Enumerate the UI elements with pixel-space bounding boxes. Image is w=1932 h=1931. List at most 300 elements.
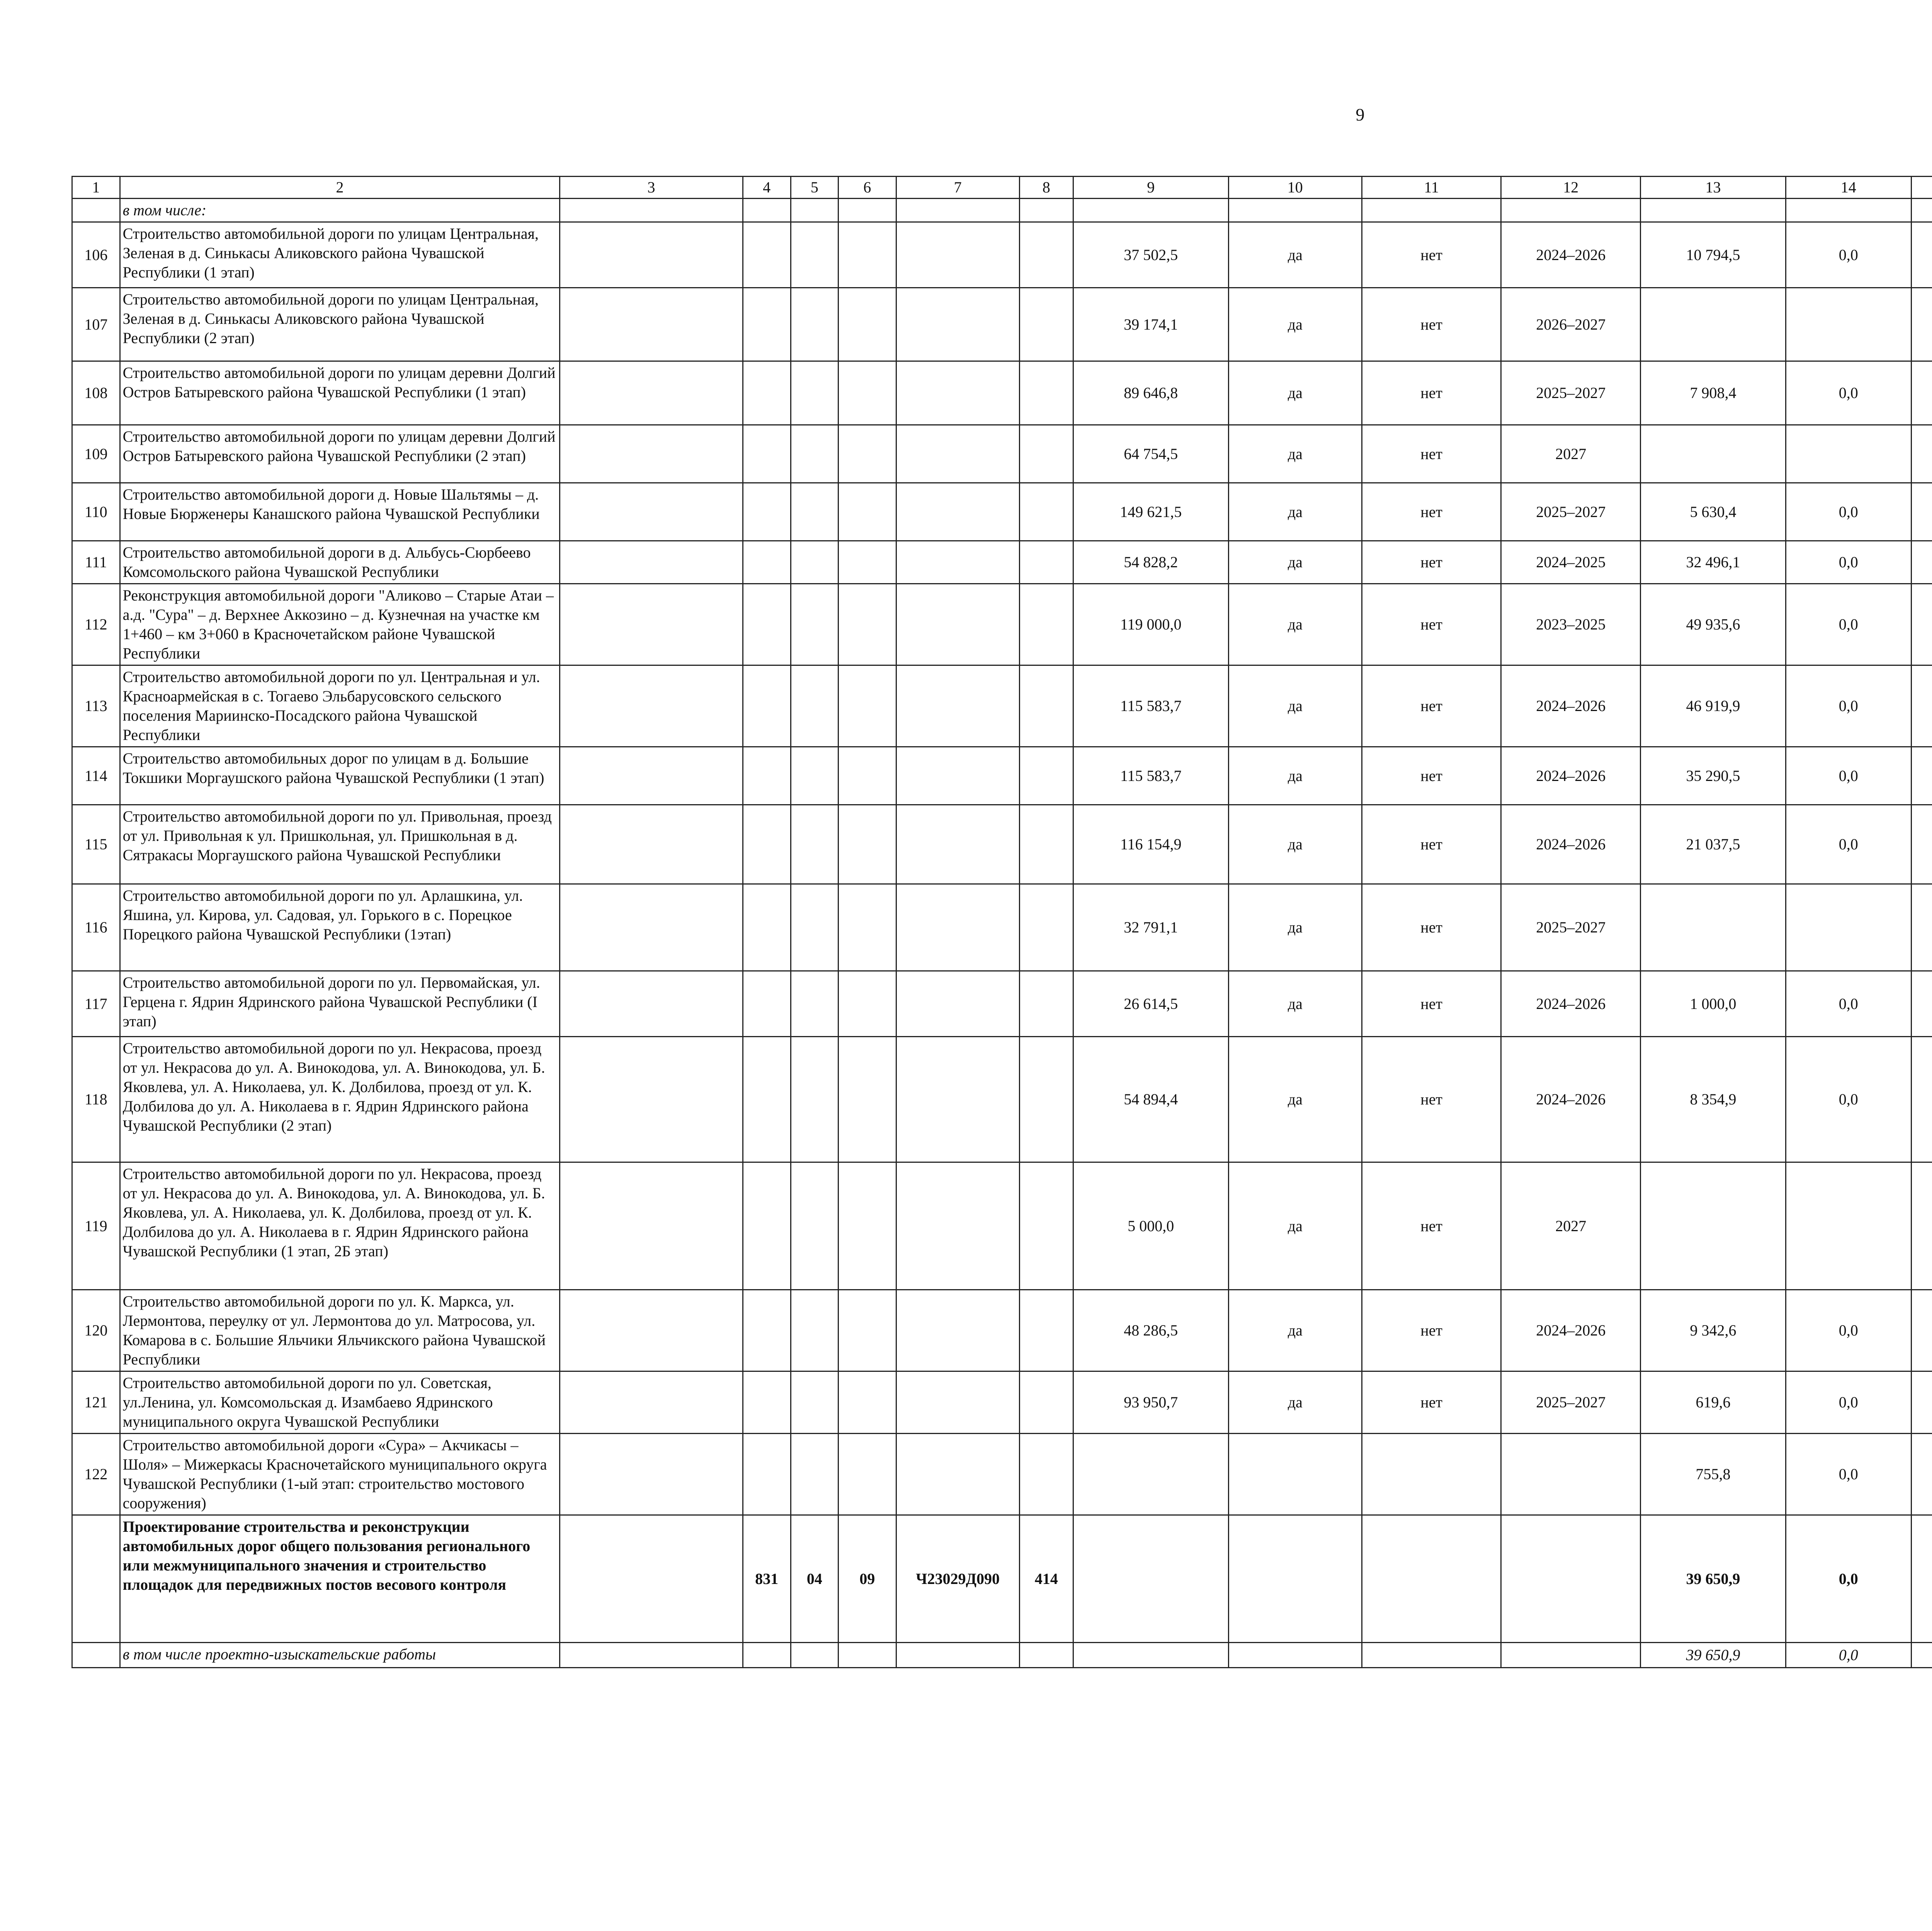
table-cell: 2024–2026 <box>1501 1290 1641 1371</box>
table-cell <box>560 361 743 425</box>
table-cell <box>1640 1162 1786 1290</box>
table-cell <box>560 584 743 665</box>
table-cell <box>1911 1434 1932 1515</box>
column-header: 10 <box>1228 177 1362 199</box>
table-row <box>72 425 1932 483</box>
table-cell: 2024–2026 <box>1501 747 1641 805</box>
table-cell: 755,8 <box>1640 1434 1786 1515</box>
row-number: 115 <box>72 805 120 884</box>
table-cell: да <box>1228 665 1362 747</box>
row-number: 108 <box>72 361 120 425</box>
table-cell: нет <box>1362 1162 1501 1290</box>
row-description: Строительство автомобильной дороги по ул. Центральная и ул. Красноармейская в с. Тогаево Эльбарусовского сельского поселения Мариинско-Посадского района Чувашской Республики <box>120 665 560 747</box>
table-cell: 119 000,0 <box>1073 584 1228 665</box>
table-cell: нет <box>1362 884 1501 971</box>
table-cell: 0,0 <box>1786 1643 1911 1668</box>
column-header: 12 <box>1501 177 1641 199</box>
table-cell <box>1786 1162 1911 1290</box>
table-cell <box>743 199 791 222</box>
column-header: 4 <box>743 177 791 199</box>
table-cell <box>1362 199 1501 222</box>
row-number: 114 <box>72 747 120 805</box>
table-cell: да <box>1228 425 1362 483</box>
table-cell: 64 754,5 <box>1073 425 1228 483</box>
table-cell <box>1911 1643 1932 1668</box>
table-cell: 39 650,9 <box>1640 1515 1786 1643</box>
table-cell <box>743 361 791 425</box>
table-cell: 0,0 <box>1786 541 1911 584</box>
table-cell <box>791 805 838 884</box>
table-cell <box>896 199 1019 222</box>
table-cell: 115 583,7 <box>1073 747 1228 805</box>
table-cell <box>791 425 838 483</box>
table-cell <box>791 971 838 1037</box>
table-body <box>72 177 1932 1668</box>
table-cell <box>896 1290 1019 1371</box>
table-cell: 2024–2026 <box>1501 1037 1641 1162</box>
table-cell <box>791 747 838 805</box>
table-cell: 26 614,5 <box>1073 971 1228 1037</box>
table-cell: да <box>1228 222 1362 288</box>
table-cell <box>560 1290 743 1371</box>
table-cell <box>896 483 1019 541</box>
table-cell <box>1911 1371 1932 1434</box>
table-cell <box>1911 805 1932 884</box>
table-cell <box>1073 1434 1228 1515</box>
table-cell <box>560 425 743 483</box>
table-cell <box>743 425 791 483</box>
table-cell <box>743 483 791 541</box>
table-cell <box>743 1643 791 1668</box>
page-number: 9 <box>1355 105 1365 124</box>
table-cell: 115 583,7 <box>1073 665 1228 747</box>
table-cell <box>896 884 1019 971</box>
table-cell <box>838 1162 896 1290</box>
row-description: Строительство автомобильной дороги по улицам Центральная, Зеленая в д. Синькасы Аликовского района Чувашской Республики (2 этап) <box>120 288 560 361</box>
table-cell <box>838 971 896 1037</box>
table-cell: 39 174,1 <box>1073 288 1228 361</box>
table-cell: да <box>1228 541 1362 584</box>
table-row <box>72 884 1932 971</box>
table-cell: нет <box>1362 222 1501 288</box>
table-cell <box>1228 199 1362 222</box>
table-cell <box>896 1371 1019 1434</box>
row-number: 110 <box>72 483 120 541</box>
table-cell <box>1019 1643 1073 1668</box>
table-cell <box>1019 1371 1073 1434</box>
table-cell <box>1019 425 1073 483</box>
column-header: 1 <box>72 177 120 199</box>
table-cell <box>743 584 791 665</box>
table-cell: 5 630,4 <box>1640 483 1786 541</box>
row-description: Проектирование строительства и реконструкции автомобильных дорог общего пользования регионального или межмуниципального значения и строительство площадок для передвижных постов весового контроля <box>120 1515 560 1643</box>
table-cell: 2024–2026 <box>1501 665 1641 747</box>
table-cell <box>1911 1515 1932 1643</box>
table-cell <box>791 584 838 665</box>
table-cell <box>1019 361 1073 425</box>
table-cell: 2027 <box>1501 425 1641 483</box>
table-cell: 09 <box>838 1515 896 1643</box>
row-number: 117 <box>72 971 120 1037</box>
table-cell: да <box>1228 1037 1362 1162</box>
row-number <box>72 199 120 222</box>
row-number: 107 <box>72 288 120 361</box>
table-cell <box>1019 805 1073 884</box>
row-description: Строительство автомобильной дороги по ул. Арлашкина, ул. Яшина, ул. Кирова, ул. Садовая, ул. Горького в с. Порецкое Порецкого района Чувашской Республики (1этап) <box>120 884 560 971</box>
table-cell: 0,0 <box>1786 1371 1911 1434</box>
table-cell <box>896 361 1019 425</box>
row-description: Строительство автомобильных дорог по улицам в д. Большие Токшики Моргаушского района Чувашской Республики (1 этап) <box>120 747 560 805</box>
summary-row <box>72 1515 1932 1643</box>
table-cell <box>791 222 838 288</box>
table-row <box>72 1371 1932 1434</box>
table-cell: нет <box>1362 805 1501 884</box>
table-cell: да <box>1228 288 1362 361</box>
table-cell <box>743 884 791 971</box>
table-cell <box>743 665 791 747</box>
table-row <box>72 541 1932 584</box>
column-header: 13 <box>1640 177 1786 199</box>
table-cell <box>743 1037 791 1162</box>
table-cell <box>1019 1290 1073 1371</box>
table-cell <box>896 665 1019 747</box>
table-cell <box>838 1434 896 1515</box>
table-cell: нет <box>1362 361 1501 425</box>
table-cell <box>791 199 838 222</box>
table-cell: нет <box>1362 1371 1501 1434</box>
table-cell <box>1073 1643 1228 1668</box>
table-cell <box>1911 1037 1932 1162</box>
table-cell: нет <box>1362 971 1501 1037</box>
table-cell: 54 894,4 <box>1073 1037 1228 1162</box>
table-cell <box>838 222 896 288</box>
table-cell <box>1019 1037 1073 1162</box>
budget-table <box>71 176 1932 1668</box>
row-description: Строительство автомобильной дороги по улицам деревни Долгий Остров Батыревского района Чувашской Республики (1 этап) <box>120 361 560 425</box>
row-number: 120 <box>72 1290 120 1371</box>
table-cell <box>1019 541 1073 584</box>
table-cell <box>1228 1643 1362 1668</box>
table-cell <box>743 288 791 361</box>
table-cell <box>1501 199 1641 222</box>
table-cell <box>560 1434 743 1515</box>
table-cell: нет <box>1362 1037 1501 1162</box>
table-cell <box>1073 1515 1228 1643</box>
table-cell <box>1911 483 1932 541</box>
table-cell <box>791 1037 838 1162</box>
table-cell <box>743 222 791 288</box>
table-cell <box>791 1371 838 1434</box>
column-header: 6 <box>838 177 896 199</box>
table-cell: нет <box>1362 747 1501 805</box>
row-number: 106 <box>72 222 120 288</box>
row-number: 113 <box>72 665 120 747</box>
column-header: 11 <box>1362 177 1501 199</box>
table-cell <box>1362 1515 1501 1643</box>
table-cell: нет <box>1362 584 1501 665</box>
table-cell <box>791 483 838 541</box>
table-cell <box>1019 483 1073 541</box>
table-cell: 37 502,5 <box>1073 222 1228 288</box>
table-cell <box>1911 1290 1932 1371</box>
table-cell: 9 342,6 <box>1640 1290 1786 1371</box>
table-cell: 49 935,6 <box>1640 584 1786 665</box>
table-cell <box>838 805 896 884</box>
table-cell: нет <box>1362 483 1501 541</box>
table-cell: 1 000,0 <box>1640 971 1786 1037</box>
table-cell <box>1911 747 1932 805</box>
table-cell <box>838 1371 896 1434</box>
table-row <box>72 222 1932 288</box>
table-cell <box>560 483 743 541</box>
table-cell: нет <box>1362 288 1501 361</box>
table-cell: да <box>1228 483 1362 541</box>
table-cell <box>560 541 743 584</box>
column-header: 5 <box>791 177 838 199</box>
table-cell <box>743 747 791 805</box>
table-cell: да <box>1228 971 1362 1037</box>
table-cell: 0,0 <box>1786 1434 1911 1515</box>
table-cell <box>1911 584 1932 665</box>
table-cell <box>896 971 1019 1037</box>
table-cell <box>1073 199 1228 222</box>
table-cell <box>791 1434 838 1515</box>
table-row <box>72 805 1932 884</box>
row-description: Строительство автомобильной дороги по улицам Центральная, Зеленая в д. Синькасы Аликовского района Чувашской Республики (1 этап) <box>120 222 560 288</box>
table-cell <box>896 541 1019 584</box>
row-number: 119 <box>72 1162 120 1290</box>
row-number: 118 <box>72 1037 120 1162</box>
table-cell: 831 <box>743 1515 791 1643</box>
table-cell <box>1640 425 1786 483</box>
table-cell <box>1019 199 1073 222</box>
table-cell <box>896 222 1019 288</box>
table-cell <box>896 1643 1019 1668</box>
table-cell <box>743 971 791 1037</box>
table-cell: 2024–2025 <box>1501 541 1641 584</box>
table-cell <box>560 884 743 971</box>
table-cell <box>1911 541 1932 584</box>
table-cell <box>838 425 896 483</box>
table-cell <box>560 1643 743 1668</box>
table-cell <box>791 541 838 584</box>
row-number: 121 <box>72 1371 120 1434</box>
row-description: Строительство автомобильной дороги д. Новые Шальтямы – д. Новые Бюрженеры Канашского района Чувашской Республики <box>120 483 560 541</box>
table-cell: 0,0 <box>1786 1290 1911 1371</box>
table-cell <box>1019 884 1073 971</box>
table-cell: да <box>1228 1162 1362 1290</box>
table-cell <box>838 884 896 971</box>
table-row <box>72 361 1932 425</box>
table-cell <box>1786 884 1911 971</box>
table-cell <box>791 1290 838 1371</box>
table-cell: 0,0 <box>1786 1037 1911 1162</box>
table-cell: да <box>1228 884 1362 971</box>
table-cell <box>838 361 896 425</box>
table-cell <box>1228 1515 1362 1643</box>
row-number <box>72 1515 120 1643</box>
table-cell <box>1640 199 1786 222</box>
table-cell: 0,0 <box>1786 483 1911 541</box>
table-cell: 7 908,4 <box>1640 361 1786 425</box>
row-description: Строительство автомобильной дороги «Сура» – Акчикасы – Шоля» – Мижеркасы Красночетайского муниципального округа Чувашской Республики (1-ый этап: строительство мостового сооружения) <box>120 1434 560 1515</box>
table-row <box>72 971 1932 1037</box>
table-cell: 2026–2027 <box>1501 288 1641 361</box>
table-cell <box>1640 288 1786 361</box>
table-row <box>72 483 1932 541</box>
table-cell <box>560 1162 743 1290</box>
table-cell: Ч23029Д090 <box>896 1515 1019 1643</box>
row-description: Строительство автомобильной дороги по ул. Привольная, проезд от ул. Привольная к ул. Пришкольная, ул. Пришкольная в д. Сятракасы Моргаушского района Чувашской Республики <box>120 805 560 884</box>
table-row <box>72 1290 1932 1371</box>
table-cell: 0,0 <box>1786 971 1911 1037</box>
table-cell <box>791 884 838 971</box>
row-number: 116 <box>72 884 120 971</box>
column-header: 8 <box>1019 177 1073 199</box>
table-cell <box>791 288 838 361</box>
table-cell <box>1911 222 1932 288</box>
row-description: Строительство автомобильной дороги по ул. К. Маркса, ул. Лермонтова, переулку от ул. Лермонтова до ул. Матросова, ул. Комарова в с. Большие Яльчики Яльчикского района Чувашской Республики <box>120 1290 560 1371</box>
table-row <box>72 747 1932 805</box>
table-cell: да <box>1228 584 1362 665</box>
table-cell <box>896 1037 1019 1162</box>
table-cell <box>560 222 743 288</box>
table-cell <box>743 1290 791 1371</box>
header-row <box>72 177 1932 199</box>
table-row <box>72 1162 1932 1290</box>
table-cell <box>1019 747 1073 805</box>
table-cell: 0,0 <box>1786 747 1911 805</box>
table-cell <box>1911 665 1932 747</box>
table-cell <box>1019 971 1073 1037</box>
table-cell <box>791 1162 838 1290</box>
row-number: 109 <box>72 425 120 483</box>
table-cell <box>791 1643 838 1668</box>
row-number: 111 <box>72 541 120 584</box>
table-cell <box>1019 222 1073 288</box>
table-cell <box>1911 971 1932 1037</box>
table-row <box>72 665 1932 747</box>
table-row <box>72 584 1932 665</box>
table-cell <box>1362 1643 1501 1668</box>
row-number: 112 <box>72 584 120 665</box>
table-cell <box>1362 1434 1501 1515</box>
table-cell: 414 <box>1019 1515 1073 1643</box>
table-cell: 54 828,2 <box>1073 541 1228 584</box>
table-cell: 10 794,5 <box>1640 222 1786 288</box>
table-cell <box>896 425 1019 483</box>
table-cell <box>560 1037 743 1162</box>
table-cell: да <box>1228 361 1362 425</box>
table-cell <box>560 288 743 361</box>
table-cell: 46 919,9 <box>1640 665 1786 747</box>
table-cell <box>838 541 896 584</box>
table-cell <box>838 1290 896 1371</box>
table-cell <box>838 747 896 805</box>
table-cell <box>743 541 791 584</box>
row-description: Строительство автомобильной дороги по ул. Некрасова, проезд от ул. Некрасова до ул. А. Винокодова, ул. А. Винокодова, ул. Б. Яковлева, ул. А. Николаева, ул. К. Долбилова, проезд от ул. К. Долбилова до ул. А. Николаева в г. Ядрин Ядринского района Чувашской Республики (1 этап, 2Б этап) <box>120 1162 560 1290</box>
table-cell <box>1501 1643 1641 1668</box>
table-cell <box>1019 584 1073 665</box>
table-cell <box>560 665 743 747</box>
row-description: Строительство автомобильной дороги по ул. Советская, ул.Ленина, ул. Комсомольская д. Изамбаево Ядринского муниципального округа Чувашской Республики <box>120 1371 560 1434</box>
column-header: 9 <box>1073 177 1228 199</box>
table-cell <box>1786 288 1911 361</box>
table-cell: 32 791,1 <box>1073 884 1228 971</box>
row-description: Строительство автомобильной дороги в д. Альбусь-Сюрбеево Комсомольского района Чувашской Республики <box>120 541 560 584</box>
table-cell <box>838 1037 896 1162</box>
row-number <box>72 1643 120 1668</box>
table-cell: 39 650,9 <box>1640 1643 1786 1668</box>
table-cell <box>838 483 896 541</box>
table-cell <box>896 584 1019 665</box>
table-cell: 8 354,9 <box>1640 1037 1786 1162</box>
column-header: 7 <box>896 177 1019 199</box>
table-cell: 32 496,1 <box>1640 541 1786 584</box>
column-header: 3 <box>560 177 743 199</box>
table-cell: нет <box>1362 425 1501 483</box>
table-cell <box>1786 425 1911 483</box>
table-cell <box>560 1515 743 1643</box>
table-cell <box>838 665 896 747</box>
table-cell: 2025–2027 <box>1501 1371 1641 1434</box>
table-cell: 2024–2026 <box>1501 971 1641 1037</box>
table-cell: 619,6 <box>1640 1371 1786 1434</box>
table-cell <box>1786 199 1911 222</box>
table-cell <box>838 1643 896 1668</box>
table-cell: 149 621,5 <box>1073 483 1228 541</box>
table-cell <box>1911 425 1932 483</box>
table-cell <box>743 1162 791 1290</box>
table-cell <box>1228 1434 1362 1515</box>
row-description: Строительство автомобильной дороги по ул. Некрасова, проезд от ул. Некрасова до ул. А. Винокодова, ул. А. Винокодова, ул. Б. Яковлева, ул. А. Николаева, ул. К. Долбилова, проезд от ул. К. Долбилова до ул. А. Николаева в г. Ядрин Ядринского района Чувашской Республики (2 этап) <box>120 1037 560 1162</box>
table-cell <box>838 288 896 361</box>
table-cell <box>560 971 743 1037</box>
table-cell <box>1911 288 1932 361</box>
table-cell <box>791 665 838 747</box>
table-cell <box>560 1371 743 1434</box>
table-cell: нет <box>1362 665 1501 747</box>
table-cell: да <box>1228 805 1362 884</box>
table-cell: 2025–2027 <box>1501 884 1641 971</box>
table-cell: нет <box>1362 1290 1501 1371</box>
table-cell <box>896 1434 1019 1515</box>
table-cell: 2024–2026 <box>1501 805 1641 884</box>
row-description: Строительство автомобильной дороги по улицам деревни Долгий Остров Батыревского района Чувашской Республики (2 этап) <box>120 425 560 483</box>
row-description: в том числе проектно-изыскательские работы <box>120 1643 560 1668</box>
table-cell <box>896 747 1019 805</box>
table-cell <box>1911 361 1932 425</box>
column-header <box>1911 177 1932 199</box>
table-cell: 48 286,5 <box>1073 1290 1228 1371</box>
table-cell: 21 037,5 <box>1640 805 1786 884</box>
table-cell <box>838 584 896 665</box>
table-cell <box>1911 884 1932 971</box>
table-cell <box>743 1434 791 1515</box>
table-cell <box>1501 1434 1641 1515</box>
table-cell: 5 000,0 <box>1073 1162 1228 1290</box>
subheader-row <box>72 199 1932 222</box>
table-cell: 2023–2025 <box>1501 584 1641 665</box>
column-header: 2 <box>120 177 560 199</box>
table-cell: нет <box>1362 541 1501 584</box>
table-cell <box>1019 288 1073 361</box>
table-cell: да <box>1228 747 1362 805</box>
table-cell <box>1019 1162 1073 1290</box>
table-cell <box>1911 199 1932 222</box>
table-cell <box>560 199 743 222</box>
row-description: Реконструкция автомобильной дороги "Аликово – Старые Атаи – а.д. "Сура" – д. Верхнее Аккозино – д. Кузнечная на участке км 1+460 – км 3+060 в Красночетайском районе Чувашской Республики <box>120 584 560 665</box>
